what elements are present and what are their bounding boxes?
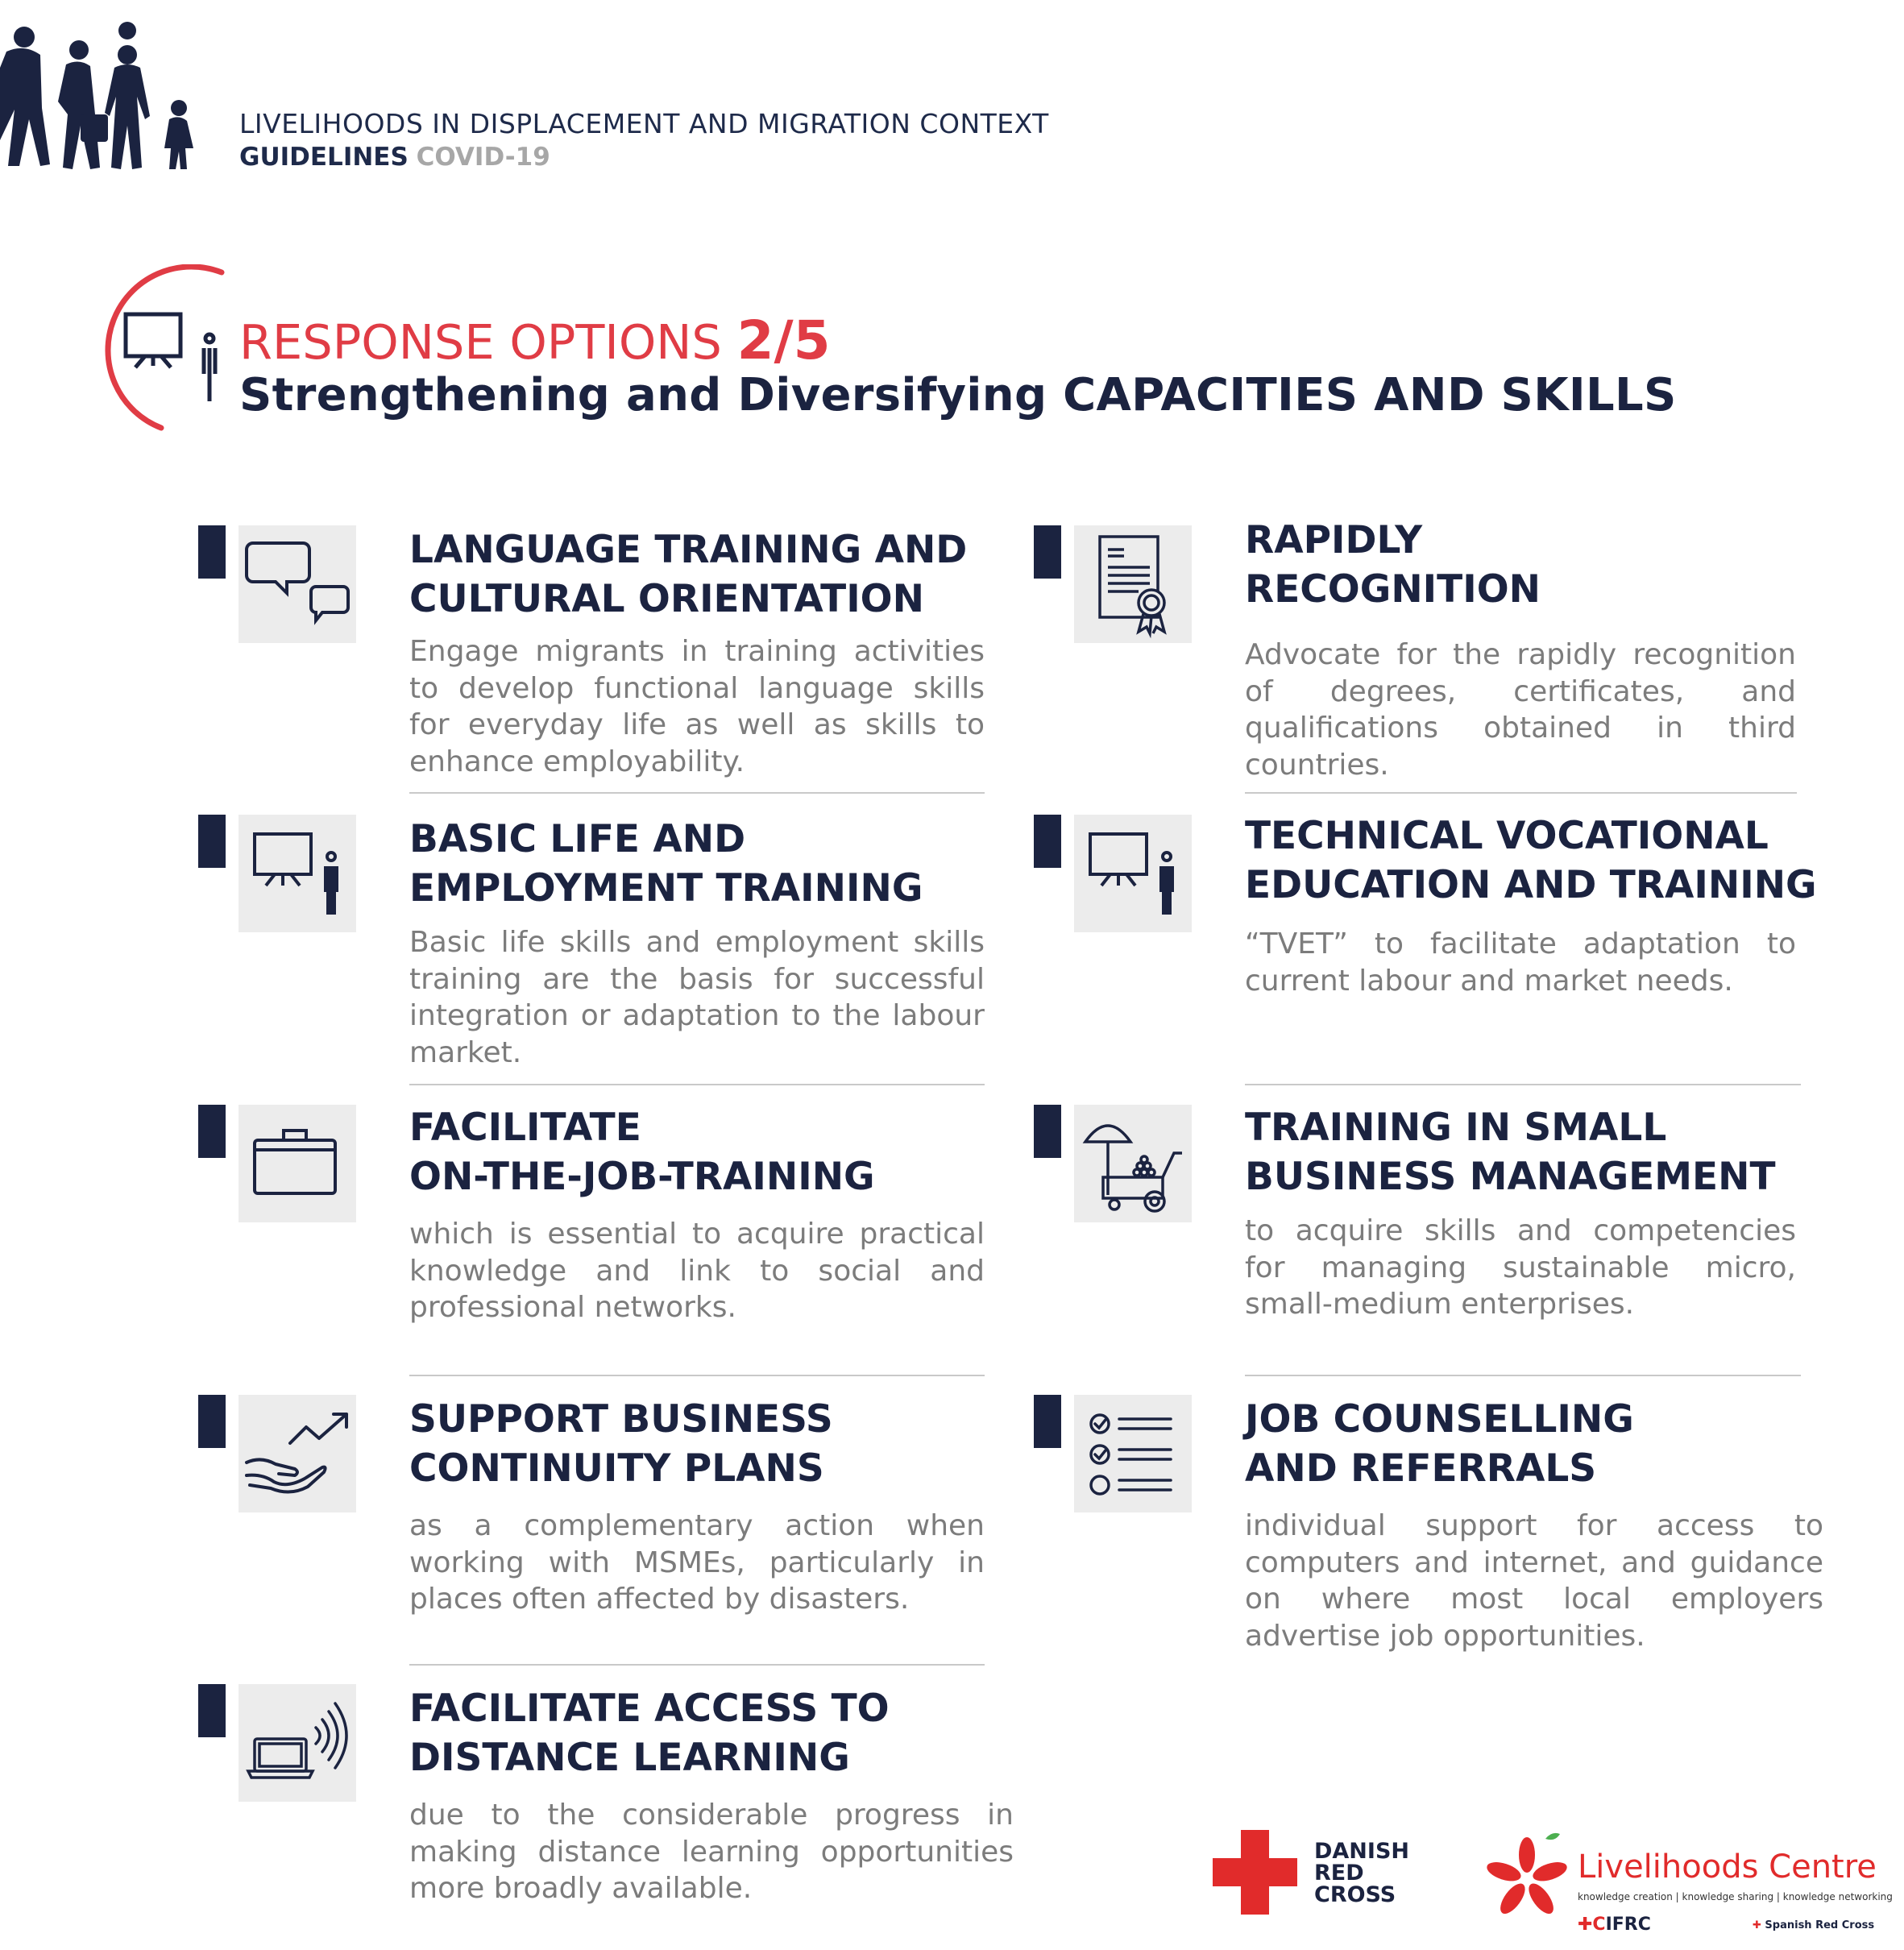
divider	[409, 792, 985, 794]
divider	[409, 1664, 985, 1666]
option-title-line-1: BASIC LIFE AND	[409, 817, 746, 861]
laptop-signal-icon	[239, 1684, 356, 1802]
migrants-silhouette-icon	[0, 19, 209, 172]
icon-box	[1074, 1105, 1192, 1222]
option-title-line-1: FACILITATE	[409, 1106, 641, 1150]
option-description: which is essential to acquire practical knowledge and link to social and professional networks.	[409, 1218, 985, 1324]
accent-bar	[1034, 1395, 1061, 1448]
guidelines-label: GUIDELINES	[239, 143, 409, 172]
spanish-red-cross-label: Spanish Red Cross	[1765, 1919, 1875, 1931]
accent-bar	[1034, 1105, 1061, 1158]
option-description: “TVET” to facilitate adaptation to current labour and market needs.	[1245, 927, 1796, 998]
option-job-counselling	[1034, 1395, 1823, 1661]
certificate-icon	[1074, 525, 1192, 643]
divider	[1245, 1375, 1801, 1376]
response-options-number: 2/5	[736, 309, 831, 371]
option-title-line-1: JOB COUNSELLING	[1245, 1397, 1634, 1442]
icon-box	[1074, 525, 1192, 643]
option-title	[409, 815, 923, 913]
divider	[409, 1375, 985, 1376]
divider	[1245, 1084, 1801, 1085]
option-title	[409, 1684, 890, 1782]
option-title	[1245, 1103, 1776, 1201]
hand-growth-arrow-icon	[239, 1395, 356, 1512]
option-title-line-2: EMPLOYMENT TRAINING	[409, 866, 923, 911]
option-title-line-2: CONTINUITY PLANS	[409, 1446, 824, 1491]
option-on-the-job-training	[198, 1105, 988, 1371]
option-description: Advocate for the rapidly recognition of degrees, certificates, and qualifications obtained in third countries.	[1245, 638, 1796, 782]
option-title	[409, 1395, 833, 1493]
option-distance-learning	[198, 1684, 1014, 1950]
option-business-continuity	[198, 1395, 988, 1661]
option-title-line-1: TRAINING IN SMALL	[1245, 1106, 1667, 1150]
option-title-line-2: AND REFERRALS	[1245, 1446, 1597, 1491]
briefcase-icon	[239, 1105, 356, 1222]
ifrc-label: IFRC	[1605, 1915, 1651, 1935]
cross-line: CROSS	[1314, 1882, 1396, 1907]
icon-box	[239, 1395, 356, 1512]
spanish-red-cross-logo	[1753, 1919, 1874, 1931]
accent-bar	[198, 815, 226, 868]
ifrc-logo	[1578, 1915, 1651, 1935]
option-title	[409, 525, 967, 624]
icon-box	[1074, 1395, 1192, 1512]
accent-bar	[198, 1395, 226, 1448]
icon-box	[239, 1684, 356, 1802]
option-title-line-2: DISTANCE LEARNING	[409, 1736, 850, 1780]
divider	[1245, 792, 1797, 794]
red-line: RED	[1314, 1861, 1364, 1886]
option-title-line-2: CULTURAL ORIENTATION	[409, 577, 924, 621]
danish-red-cross-logo-icon	[1213, 1830, 1297, 1915]
response-options-label: RESPONSE OPTIONS	[239, 314, 722, 370]
accent-bar	[198, 525, 226, 579]
option-description: Basic life skills and employment skills training are the basis for successful integration or adaptation to the labour market.	[409, 926, 985, 1069]
checklist-icon	[1074, 1395, 1192, 1512]
accent-bar	[198, 1684, 226, 1737]
presentation-board-icon	[239, 815, 356, 932]
option-title	[409, 1103, 875, 1201]
livelihoods-centre-flower-icon	[1481, 1831, 1574, 1923]
option-title-line-1: RAPIDLY	[1245, 518, 1423, 562]
option-description: Engage migrants in training activities to develop functional language skills for everyday life as well as skills to enhance employability.	[409, 635, 985, 778]
danish-red-cross-wordmark	[1314, 1840, 1409, 1906]
option-title-line-1: TECHNICAL VOCATIONAL	[1245, 814, 1769, 858]
accent-bar	[1034, 525, 1061, 579]
section-arc-icon	[73, 264, 234, 434]
speech-bubbles-icon	[239, 525, 356, 643]
option-tvet	[1034, 815, 1823, 1081]
option-small-business-training	[1034, 1105, 1823, 1371]
option-description: to acquire skills and competencies for managing sustainable micro, small-medium enterprises.	[1245, 1214, 1796, 1321]
presentation-board-icon	[1074, 815, 1192, 932]
option-description: due to the considerable progress in making distance learning opportunities more broadly available.	[409, 1799, 1014, 1905]
guideline-subtitle	[239, 143, 550, 172]
covid-label: COVID-19	[416, 143, 550, 172]
accent-bar	[1034, 815, 1061, 868]
accent-bar	[198, 1105, 226, 1158]
section-subtitle: Strengthening and Diversifying CAPACITIES AND SKILLS	[239, 369, 1677, 421]
option-title-line-2: ON-THE-JOB-TRAINING	[409, 1155, 875, 1199]
livelihoods-centre-title: Livelihoods Centre	[1578, 1848, 1877, 1886]
option-title-line-2: EDUCATION AND TRAINING	[1245, 863, 1817, 907]
spanish-red-cross-icon: ✚	[1753, 1919, 1765, 1931]
guideline-series-title: LIVELIHOODS IN DISPLACEMENT AND MIGRATION CONTEXT	[239, 108, 1049, 139]
option-title-line-1: LANGUAGE TRAINING AND	[409, 528, 968, 572]
option-title-line-2: BUSINESS MANAGEMENT	[1245, 1155, 1776, 1199]
option-title-line-1: SUPPORT BUSINESS	[409, 1397, 833, 1442]
option-title-line-1: FACILITATE ACCESS TO	[409, 1687, 890, 1731]
response-options-heading	[239, 309, 831, 371]
ifrc-cross-icon: ✚C	[1578, 1915, 1606, 1935]
option-language-training	[198, 525, 988, 791]
option-title	[1245, 1395, 1634, 1493]
option-title	[1245, 811, 1817, 910]
market-stall-icon	[1074, 1105, 1192, 1222]
icon-box	[239, 815, 356, 932]
option-rapid-recognition	[1034, 518, 1823, 791]
option-basic-life-training	[198, 815, 988, 1081]
icon-box	[239, 525, 356, 643]
icon-box	[1074, 815, 1192, 932]
danish-line: DANISH	[1314, 1839, 1409, 1864]
livelihoods-centre-tagline: knowledge creation | knowledge sharing | knowledge networking	[1578, 1891, 1893, 1902]
option-description: as a complementary action when working with MSMEs, particularly in places often affected by disasters.	[409, 1509, 985, 1616]
option-description: individual support for access to computers and internet, and guidance on where most local employers advertise job opportunities.	[1245, 1509, 1823, 1653]
divider	[409, 1084, 985, 1085]
option-title	[1245, 516, 1541, 614]
icon-box	[239, 1105, 356, 1222]
option-title-line-2: RECOGNITION	[1245, 567, 1541, 612]
